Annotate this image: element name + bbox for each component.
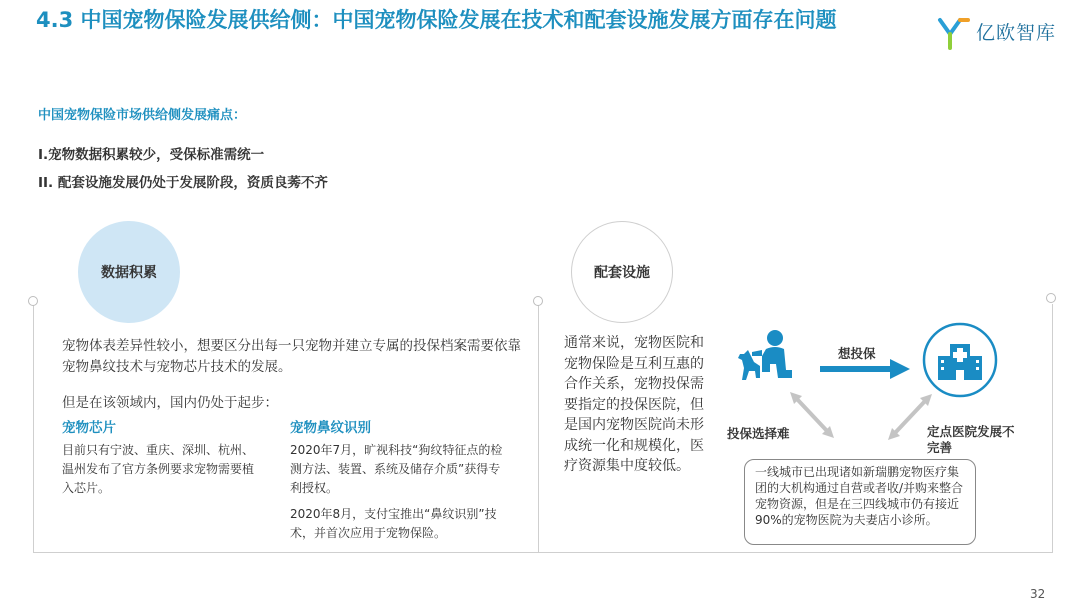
hospital-development-label: 定点医院发展不完善	[927, 424, 1015, 455]
bracket-node-left	[28, 296, 38, 306]
page-number: 32	[1030, 587, 1046, 601]
pain-point-2: II. 配套设施发展仍处于发展阶段，资质良莠不齐	[38, 175, 328, 191]
bracket-node-right	[1046, 293, 1056, 303]
data-accumulation-label: 数据积累	[101, 265, 157, 281]
summary-heading: 中国宠物保险市场供给侧发展痛点：	[38, 108, 247, 123]
double-arrow-left-diagonal	[786, 390, 838, 440]
pain-point-1: I.宠物数据积累较少，受保标准需统一	[38, 147, 265, 163]
facility-circle	[571, 221, 673, 323]
chip-text: 目前只有宁波、重庆、深圳、杭州、温州发布了官方条例要求宠物需要植入芯片。	[62, 443, 255, 495]
nose-heading: 宠物鼻纹识别	[290, 420, 371, 436]
selection-difficult-label: 投保选择难	[727, 426, 790, 441]
data-accumulation-circle	[78, 221, 180, 323]
bracket-node-middle	[533, 296, 543, 306]
facility-label: 配套设施	[594, 265, 650, 281]
facility-text: 通常来说，宠物医院和宠物保险是互利互惠的合作关系，宠物投保需要指定的投保医院，但是国内宠物医院尚未形成统一化和规模化，医疗资源集中度较低。	[564, 335, 704, 474]
data-intro-text: 宠物体表差异性较小，想要区分出每一只宠物并建立专属的投保档案需要依靠宠物鼻纹技术与宠物芯片技术的发展。	[62, 338, 521, 375]
logo-text: 亿欧智库	[976, 22, 1057, 44]
hospital-note-box	[744, 459, 976, 545]
want-insure-label: 想投保	[838, 346, 876, 361]
person-with-pet-icon	[732, 326, 796, 388]
nose-text-1: 2020年7月，旷视科技“狗纹特征点的检测方法、装置、系统及储存介质”获得专利授权。	[290, 443, 503, 495]
hospital-note-text: 一线城市已出现诸如新瑞鹏宠物医疗集团的大机构通过自营或者收/并购来整合宠物资源，但是在三四线城市仍有接近90%的宠物医院为夫妻店小诊所。	[755, 465, 964, 527]
arrow-right-icon	[820, 359, 910, 379]
nose-text-2: 2020年8月，支付宝推出“鼻纹识别”技术，并首次应用于宠物保险。	[290, 507, 497, 540]
hospital-icon	[922, 322, 998, 398]
page-title: 4.3 中国宠物保险发展供给侧：中国宠物保险发展在技术和配套设施发展方面存在问题	[36, 8, 837, 32]
data-start-note: 但是在该领域内，国内仍处于起步：	[62, 395, 278, 411]
chip-heading: 宠物芯片	[62, 420, 116, 436]
